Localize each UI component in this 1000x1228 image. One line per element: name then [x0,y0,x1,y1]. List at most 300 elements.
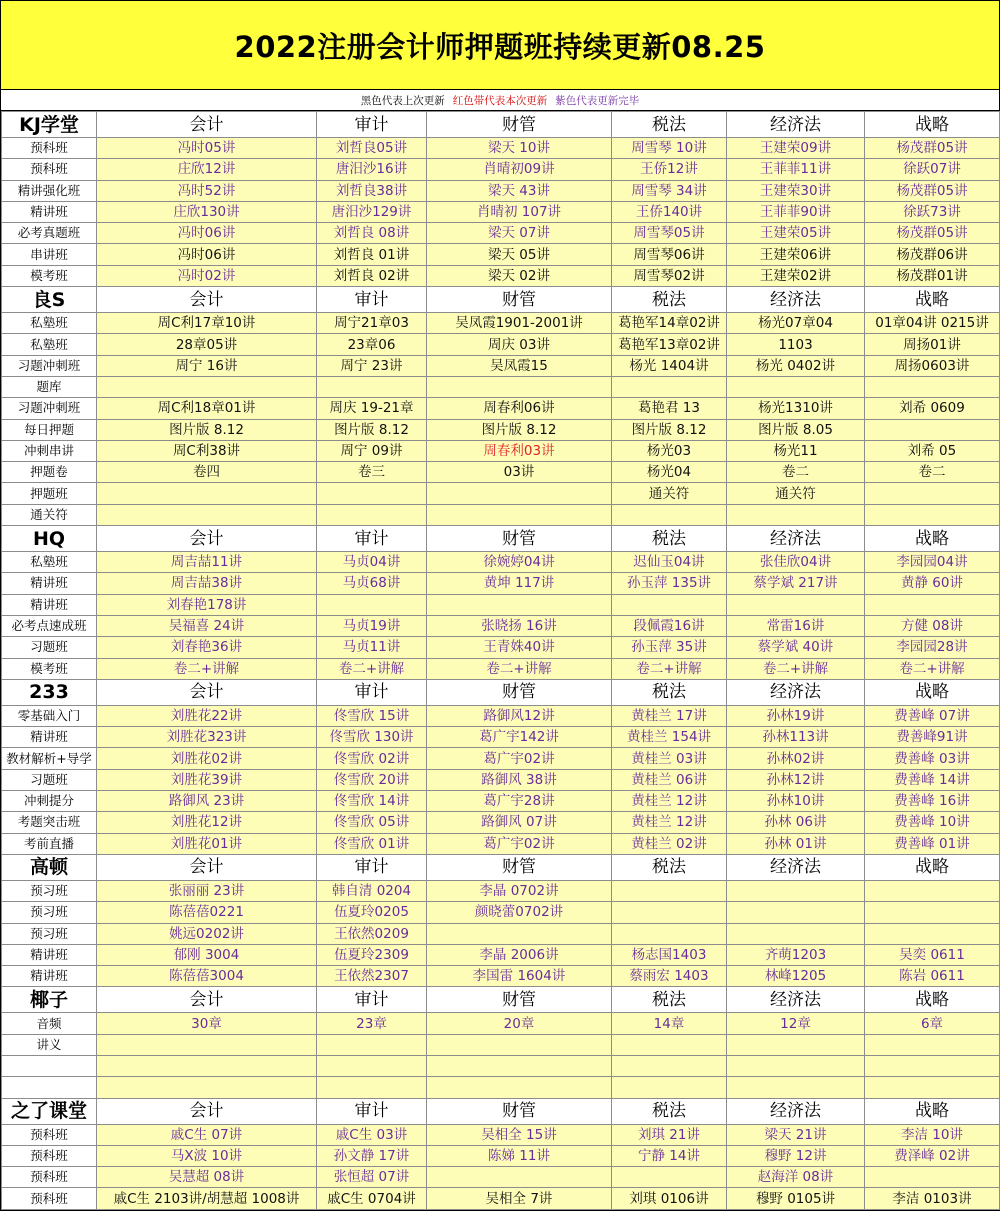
course-cell [427,1055,612,1076]
course-cell: 冯时52讲 [97,180,317,201]
course-cell: 梁天 02讲 [427,265,612,286]
course-cell: 王建荣02讲 [727,265,865,286]
subject-header: 战略 [865,526,1000,552]
subject-header: 审计 [317,287,427,313]
course-cell: 刘希 0609 [865,398,1000,419]
course-cell [865,1034,1000,1055]
course-type-label: 零基础入门 [2,705,97,726]
course-cell: 王侨140讲 [612,201,727,222]
course-cell: 周C利38讲 [97,440,317,461]
course-type-label: 预科班 [2,138,97,159]
course-cell: 杨光 1404讲 [612,355,727,376]
course-cell: 6章 [865,1013,1000,1034]
subject-header: 会计 [97,854,317,880]
course-cell: 陈岩 0611 [865,966,1000,987]
subject-header: 财管 [427,679,612,705]
course-cell: 马贞19讲 [317,615,427,636]
course-cell: 23章06 [317,334,427,355]
course-cell: 林峰1205 [727,966,865,987]
course-cell: 王建荣05讲 [727,223,865,244]
course-cell [317,504,427,525]
table-row [2,658,1000,679]
course-cell [865,504,1000,525]
course-cell: 黄桂兰 03讲 [612,748,727,769]
course-type-label: 模考班 [2,658,97,679]
course-cell: 梁天 43讲 [427,180,612,201]
course-cell: 周扬0603讲 [865,355,1000,376]
course-cell: 徐跃73讲 [865,201,1000,222]
course-type-label: 精讲班 [2,727,97,748]
course-cell: 刘琪 0106讲 [612,1188,727,1209]
subject-header: 税法 [612,112,727,138]
course-cell: 王建荣30讲 [727,180,865,201]
course-cell: 葛艳军13章02讲 [612,334,727,355]
course-cell: 孙林10讲 [727,791,865,812]
course-cell: 刘哲良 02讲 [317,265,427,286]
legend-purple: 紫色代表更新完毕 [555,94,640,107]
course-cell [317,1034,427,1055]
subject-header: 税法 [612,1098,727,1124]
course-cell [727,1055,865,1076]
course-cell [727,880,865,901]
course-cell: 费善峰 16讲 [865,791,1000,812]
course-cell: 图片版 8.12 [317,419,427,440]
table-row [2,573,1000,594]
course-cell: 孙文静 17讲 [317,1145,427,1166]
table-row [2,637,1000,658]
course-cell: 杨光07章04 [727,313,865,334]
course-cell [865,376,1000,397]
subject-header: 会计 [97,112,317,138]
table-row [2,594,1000,615]
course-cell [97,1055,317,1076]
course-cell: 杨光 0402讲 [727,355,865,376]
course-cell: 杨茂群05讲 [865,223,1000,244]
table-row [2,1167,1000,1188]
course-cell: 杨光11 [727,440,865,461]
course-type-label: 考前直播 [2,833,97,854]
course-cell [427,504,612,525]
course-cell: 通关符 [727,483,865,504]
subject-header: 审计 [317,1098,427,1124]
course-cell: 图片版 8.12 [612,419,727,440]
course-cell: 徐跃07讲 [865,159,1000,180]
course-cell: 马贞68讲 [317,573,427,594]
course-cell: 张晓扬 16讲 [427,615,612,636]
course-cell: 徐婉婷04讲 [427,552,612,573]
course-cell: 陈蓓蓓0221 [97,902,317,923]
course-cell: 刘胜花39讲 [97,769,317,790]
course-cell: 周C利17章10讲 [97,313,317,334]
course-cell [865,1077,1000,1098]
course-cell: 戚C生 0704讲 [317,1188,427,1209]
page-title: 2022注册会计师押题班持续更新08.25 [1,1,999,90]
course-cell: 葛广宇02讲 [427,748,612,769]
course-cell [865,880,1000,901]
table-row [2,440,1000,461]
table-row [2,944,1000,965]
color-legend [1,90,999,111]
course-cell: 周宁 23讲 [317,355,427,376]
table-row [2,727,1000,748]
course-cell: 吴凤霞1901-2001讲 [427,313,612,334]
course-cell: 路御风 38讲 [427,769,612,790]
course-cell: 李洁 10讲 [865,1124,1000,1145]
course-cell: 卷三 [317,462,427,483]
course-cell: 黄桂兰 12讲 [612,791,727,812]
course-cell: 赵海洋 08讲 [727,1167,865,1188]
course-cell: 杨光03 [612,440,727,461]
course-cell: 王青姝40讲 [427,637,612,658]
course-cell [727,504,865,525]
course-cell: 费善峰 01讲 [865,833,1000,854]
course-type-label: 私塾班 [2,334,97,355]
course-cell: 杨志国1403 [612,944,727,965]
course-cell: 葛艳军14章02讲 [612,313,727,334]
course-cell [317,483,427,504]
course-type-label: 精讲班 [2,201,97,222]
course-cell: 刘胜花12讲 [97,812,317,833]
course-cell: 李园园04讲 [865,552,1000,573]
course-type-label: 习题冲刺班 [2,398,97,419]
course-cell: 孙林 01讲 [727,833,865,854]
course-type-label: 预科班 [2,1188,97,1209]
table-row [2,223,1000,244]
course-cell: 路御风 07讲 [427,812,612,833]
course-cell [97,376,317,397]
course-type-label: 习题班 [2,769,97,790]
subject-header: 审计 [317,679,427,705]
course-cell [865,594,1000,615]
subject-header: 财管 [427,287,612,313]
course-cell: 颜晓蕾0702讲 [427,902,612,923]
course-type-label: 预科班 [2,1145,97,1166]
course-type-label: 精讲班 [2,944,97,965]
course-cell [612,376,727,397]
table-row [2,705,1000,726]
subject-header: 经济法 [727,112,865,138]
course-cell: 穆野 12讲 [727,1145,865,1166]
course-cell: 路御风12讲 [427,705,612,726]
course-cell: 伍夏玲0205 [317,902,427,923]
course-cell: 图片版 8.12 [97,419,317,440]
course-cell: 伍夏玲2309 [317,944,427,965]
course-cell [427,594,612,615]
subject-header: 战略 [865,854,1000,880]
table-row [2,462,1000,483]
course-cell [427,1077,612,1098]
course-cell [317,376,427,397]
course-cell: 冯时06讲 [97,244,317,265]
course-cell: 黄桂兰 154讲 [612,727,727,748]
course-cell: 28章05讲 [97,334,317,355]
subject-header: 税法 [612,987,727,1013]
course-cell: 周雪琴 10讲 [612,138,727,159]
course-cell: 黄坤 117讲 [427,573,612,594]
course-cell: 王依然2307 [317,966,427,987]
course-cell: 杨茂群01讲 [865,265,1000,286]
course-cell: 1103 [727,334,865,355]
table-row [2,1124,1000,1145]
course-cell: 图片版 8.05 [727,419,865,440]
subject-header: 会计 [97,526,317,552]
course-cell [865,483,1000,504]
subject-header: 战略 [865,679,1000,705]
subject-header: 税法 [612,526,727,552]
course-cell: 刘哲良 01讲 [317,244,427,265]
course-cell [865,923,1000,944]
course-cell: 梁天 21讲 [727,1124,865,1145]
course-cell: 庄欣12讲 [97,159,317,180]
course-cell: 戚C生 03讲 [317,1124,427,1145]
course-cell [865,419,1000,440]
table-row [2,138,1000,159]
table-row [2,966,1000,987]
course-cell [865,1167,1000,1188]
course-cell: 03讲 [427,462,612,483]
course-cell: 戚C生 07讲 [97,1124,317,1145]
table-row [2,923,1000,944]
institution-name: HQ [2,526,97,552]
course-cell: 费善峰 14讲 [865,769,1000,790]
course-type-label: 预习班 [2,923,97,944]
course-cell: 孙林12讲 [727,769,865,790]
subject-header: 会计 [97,1098,317,1124]
course-cell: 刘希 05 [865,440,1000,461]
table-row [2,201,1000,222]
table-row [2,1055,1000,1076]
course-cell: 12章 [727,1013,865,1034]
course-cell: 韩自清 0204 [317,880,427,901]
course-cell [427,376,612,397]
course-cell [97,504,317,525]
course-type-label [2,1055,97,1076]
section-header-row [2,854,1000,880]
course-cell: 马贞04讲 [317,552,427,573]
course-cell: 吴凤霞15 [427,355,612,376]
course-cell: 杨茂群06讲 [865,244,1000,265]
course-cell: 王建荣09讲 [727,138,865,159]
course-cell: 张恒超 07讲 [317,1167,427,1188]
course-cell [317,594,427,615]
table-row [2,419,1000,440]
table-row [2,265,1000,286]
course-cell: 陈蓓蓓3004 [97,966,317,987]
course-type-label: 习题冲刺班 [2,355,97,376]
institution-name: 椰子 [2,987,97,1013]
course-cell: 周雪琴 34讲 [612,180,727,201]
course-cell: 黄桂兰 12讲 [612,812,727,833]
course-cell: 冯时05讲 [97,138,317,159]
table-row [2,1188,1000,1209]
course-cell: 黄静 60讲 [865,573,1000,594]
course-cell [97,1034,317,1055]
course-cell: 吴奕 0611 [865,944,1000,965]
subject-header: 审计 [317,112,427,138]
course-cell: 唐汨沙129讲 [317,201,427,222]
table-row [2,398,1000,419]
course-cell: 葛广宇02讲 [427,833,612,854]
course-type-label: 讲义 [2,1034,97,1055]
course-cell [865,1055,1000,1076]
course-type-label: 每日押题 [2,419,97,440]
course-type-label: 模考班 [2,265,97,286]
course-cell: 王菲菲11讲 [727,159,865,180]
course-cell: 孙林113讲 [727,727,865,748]
subject-header: 审计 [317,526,427,552]
course-cell: 周宁21章03 [317,313,427,334]
course-cell: 张佳欣04讲 [727,552,865,573]
course-cell: 刘胜花323讲 [97,727,317,748]
subject-header: 经济法 [727,287,865,313]
course-cell: 马贞11讲 [317,637,427,658]
course-cell: 佟雪欣 05讲 [317,812,427,833]
section-header-row [2,1098,1000,1124]
course-cell [612,923,727,944]
table-row [2,791,1000,812]
course-type-label: 精讲强化班 [2,180,97,201]
course-cell: 吴福喜 24讲 [97,615,317,636]
course-cell: 费善峰 03讲 [865,748,1000,769]
legend-black: 黑色代表上次更新 [360,94,445,107]
course-cell: 冯时02讲 [97,265,317,286]
course-cell: 刘春艳36讲 [97,637,317,658]
schedule-table [1,111,1000,1210]
course-cell: 周扬01讲 [865,334,1000,355]
course-cell [427,923,612,944]
course-cell: 段佩霞16讲 [612,615,727,636]
table-row [2,159,1000,180]
subject-header: 会计 [97,987,317,1013]
subject-header: 经济法 [727,1098,865,1124]
course-cell: 蔡学斌 217讲 [727,573,865,594]
course-cell: 卷二+讲解 [317,658,427,679]
course-cell [317,1055,427,1076]
course-type-label: 教材解析+导学 [2,748,97,769]
subject-header: 税法 [612,287,727,313]
subject-header: 财管 [427,1098,612,1124]
course-cell: 张丽丽 23讲 [97,880,317,901]
course-cell: 周雪琴05讲 [612,223,727,244]
course-cell [612,1034,727,1055]
course-cell: 佟雪欣 14讲 [317,791,427,812]
course-type-label: 预习班 [2,880,97,901]
course-type-label: 题库 [2,376,97,397]
table-row [2,1145,1000,1166]
course-cell: 佟雪欣 20讲 [317,769,427,790]
course-cell [612,504,727,525]
course-cell [727,376,865,397]
course-type-label: 预科班 [2,1167,97,1188]
course-cell: 周宁 16讲 [97,355,317,376]
course-cell [97,1077,317,1098]
course-cell [727,923,865,944]
course-cell: 梁天 07讲 [427,223,612,244]
course-cell [427,483,612,504]
course-type-label: 必考点速成班 [2,615,97,636]
course-cell: 王建荣06讲 [727,244,865,265]
subject-header: 审计 [317,987,427,1013]
course-cell: 卷二 [727,462,865,483]
course-cell [427,1034,612,1055]
section-header-row [2,526,1000,552]
course-cell [427,1167,612,1188]
course-type-label: 考题突击班 [2,812,97,833]
course-cell [727,902,865,923]
course-cell: 庄欣130讲 [97,201,317,222]
course-cell: 卷二+讲解 [727,658,865,679]
course-cell: 王依然0209 [317,923,427,944]
table-row [2,902,1000,923]
course-cell: 路御风 23讲 [97,791,317,812]
course-cell: 刘哲良05讲 [317,138,427,159]
course-cell: 周吉喆11讲 [97,552,317,573]
table-row [2,376,1000,397]
subject-header: 战略 [865,112,1000,138]
course-cell: 郁刚 3004 [97,944,317,965]
course-type-label: 串讲班 [2,244,97,265]
course-cell: 葛广宇28讲 [427,791,612,812]
course-cell: 唐汨沙16讲 [317,159,427,180]
course-cell: 23章 [317,1013,427,1034]
course-cell [97,483,317,504]
course-cell: 刘胜花22讲 [97,705,317,726]
course-cell: 周吉喆38讲 [97,573,317,594]
course-cell: 穆野 0105讲 [727,1188,865,1209]
table-row [2,355,1000,376]
course-cell: 马X波 10讲 [97,1145,317,1166]
course-cell: 费泽峰 02讲 [865,1145,1000,1166]
course-cell: 杨茂群05讲 [865,180,1000,201]
table-row [2,748,1000,769]
subject-header: 会计 [97,679,317,705]
subject-header: 经济法 [727,987,865,1013]
course-cell: 梁天 10讲 [427,138,612,159]
course-type-label: 精讲班 [2,966,97,987]
table-row [2,880,1000,901]
subject-header: 战略 [865,987,1000,1013]
subject-header: 经济法 [727,679,865,705]
course-cell: 30章 [97,1013,317,1034]
course-cell: 陈娣 11讲 [427,1145,612,1166]
course-type-label: 音频 [2,1013,97,1034]
course-cell [727,1077,865,1098]
course-type-label: 精讲班 [2,594,97,615]
course-cell: 吴慧超 08讲 [97,1167,317,1188]
course-cell: 李洁 0103讲 [865,1188,1000,1209]
course-cell: 孙林19讲 [727,705,865,726]
table-row [2,483,1000,504]
course-type-label: 习题班 [2,637,97,658]
course-cell: 蔡雨宏 1403 [612,966,727,987]
course-type-label: 私塾班 [2,313,97,334]
table-row [2,552,1000,573]
course-cell [612,1167,727,1188]
course-cell: 费善峰 10讲 [865,812,1000,833]
table-row [2,615,1000,636]
table-row [2,1013,1000,1034]
course-cell: 吴相全 7讲 [427,1188,612,1209]
course-cell: 蔡学斌 40讲 [727,637,865,658]
course-cell: 周宁 09讲 [317,440,427,461]
course-cell: 周春利03讲 [427,440,612,461]
course-cell: 杨光1310讲 [727,398,865,419]
course-cell: 姚远0202讲 [97,923,317,944]
course-cell: 杨光04 [612,462,727,483]
course-cell: 周雪琴06讲 [612,244,727,265]
subject-header: 财管 [427,854,612,880]
course-cell: 刘春艳178讲 [97,594,317,615]
